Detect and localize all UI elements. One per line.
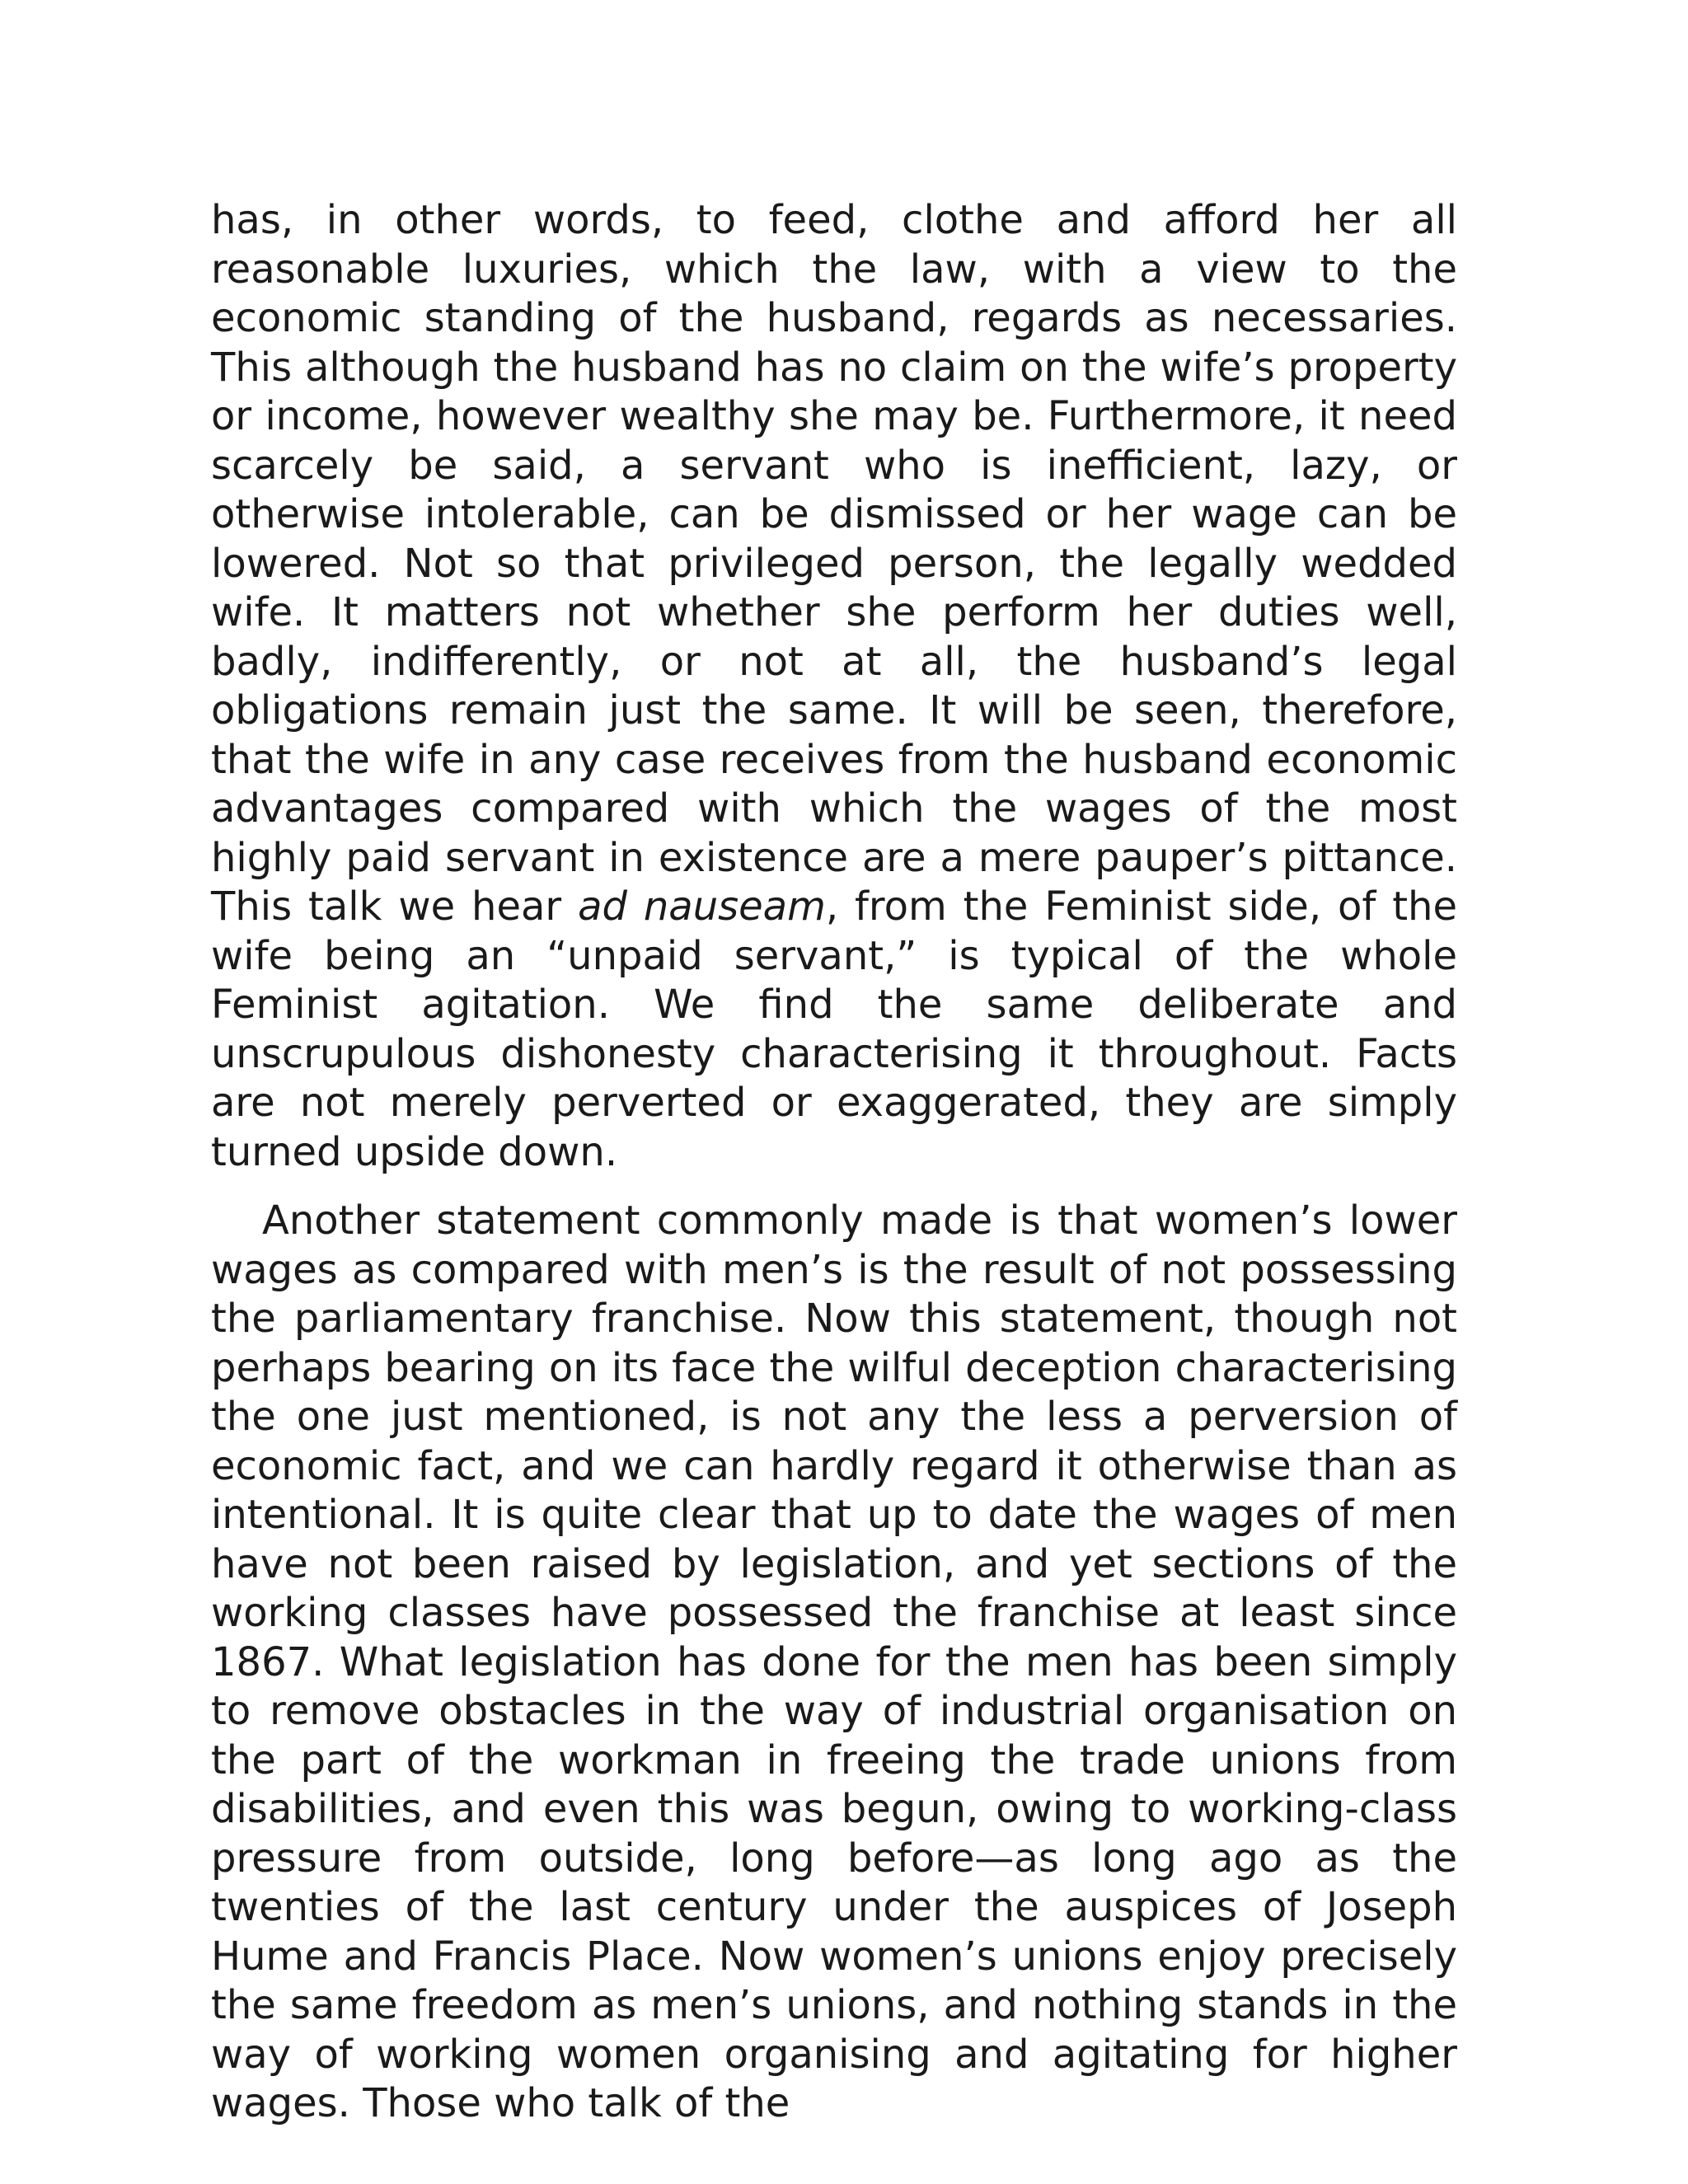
paragraph-2: Another statement commonly made is that women’s lower wages as compared with men’s is the result of not possessing the parliamentary franchise. Now this statement, though not perhaps bearing on its face the wilful deception characterising the one just mentioned, is not any the less a perversion of economic fact, and we can hardly regard it otherwise than as intentional. It is quite clear that up to date the wages of men have not been raised by legislation, and yet sections of the working classes have possessed the franchise at least since 1867. What legislation has done for the men has been simply to remove obstacles in the way of industrial organisation on the part of the workman in freeing the trade unions from disabilities, and even this was begun, owing to working-class pressure from outside, long before—as long ago as the twenties of the last century under the auspices of Joseph Hume and Francis Place. Now women’s unions enjoy precisely the same freedom as men’s unions, and nothing stands in the way of working women organising and agitating for higher wages. Those who talk of the xyxy=(211,1197,1457,2126)
paragraph-1-text-a: has, in other words, to feed, clothe and afford her all reasonable luxuries, which the law, with a view to the economic standing of the husband, regards as necessaries. This although the husband has no claim on the wife’s property or income, however wealthy she may be. Furthermore, it need scarcely be said, a servant who is inefficient, lazy, or otherwise intolerable, can be dismissed or her wage can be lowered. Not so that privileged person, the legally wedded wife. It matters not whether she perform her duties well, badly, indifferently, or not at all, the husband’s legal obligations remain just the same. It will be seen, therefore, that the wife in any case receives from the husband economic advantages compared with which the wages of the most highly paid servant in existence are a mere pauper’s pittance. This talk we hear xyxy=(211,197,1457,930)
paragraph-1-text-b: , from the Feminist side, of the wife being an “unpaid servant,” is typical of the whole Feminist agitation. We find the same deliberate and unscrupulous dishonesty characterising it throughout. Facts are not merely perverted or exaggerated, they are simply turned upside down. xyxy=(211,883,1457,1175)
paragraph-1-italic-phrase: ad nauseam xyxy=(578,883,826,930)
body-text xyxy=(211,196,1457,2129)
paragraph-1 xyxy=(211,196,1457,1177)
